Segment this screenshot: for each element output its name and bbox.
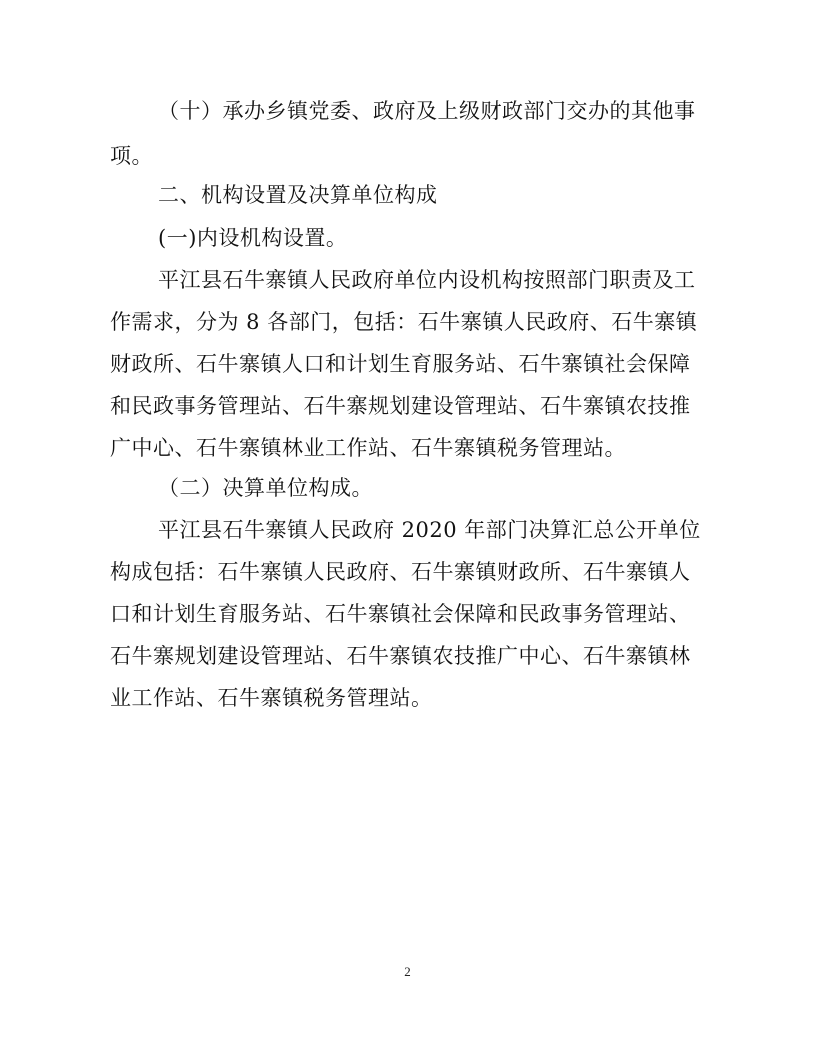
paragraph-2-line-4: 石牛寨规划建设管理站、石牛寨镇农技推广中心、石牛寨镇林 [110, 644, 691, 668]
subsection-heading-1: (一)内设机构设置。 [158, 226, 348, 250]
paragraph-1-line-1: 平江县石牛寨镇人民政府单位内设机构按照部门职责及工 [158, 268, 696, 292]
paragraph-1-line-5: 广中心、石牛寨镇林业工作站、石牛寨镇税务管理站。 [110, 436, 626, 460]
subsection-heading-2: （二）决算单位构成。 [158, 476, 373, 500]
page-number: 2 [404, 964, 411, 979]
paragraph-1-line-3: 财政所、石牛寨镇人口和计划生育服务站、石牛寨镇社会保障 [110, 352, 691, 376]
section-heading: 二、机构设置及决算单位构成 [158, 183, 438, 207]
paragraph-2-line-1: 平江县石牛寨镇人民政府 2020 年部门决算汇总公开单位 [158, 518, 701, 542]
paragraph-item-10-line-1: （十）承办乡镇党委、政府及上级财政部门交办的其他事 [158, 99, 696, 123]
paragraph-2-line-5: 业工作站、石牛寨镇税务管理站。 [110, 686, 433, 710]
paragraph-item-10-line-2: 项。 [110, 144, 153, 168]
paragraph-1-line-2: 作需求，分为 8 各部门，包括：石牛寨镇人民政府、石牛寨镇 [110, 310, 698, 334]
paragraph-1-line-4: 和民政事务管理站、石牛寨规划建设管理站、石牛寨镇农技推 [110, 394, 691, 418]
paragraph-2-line-3: 口和计划生育服务站、石牛寨镇社会保障和民政事务管理站、 [110, 602, 691, 626]
paragraph-2-line-2: 构成包括：石牛寨镇人民政府、石牛寨镇财政所、石牛寨镇人 [110, 560, 691, 584]
